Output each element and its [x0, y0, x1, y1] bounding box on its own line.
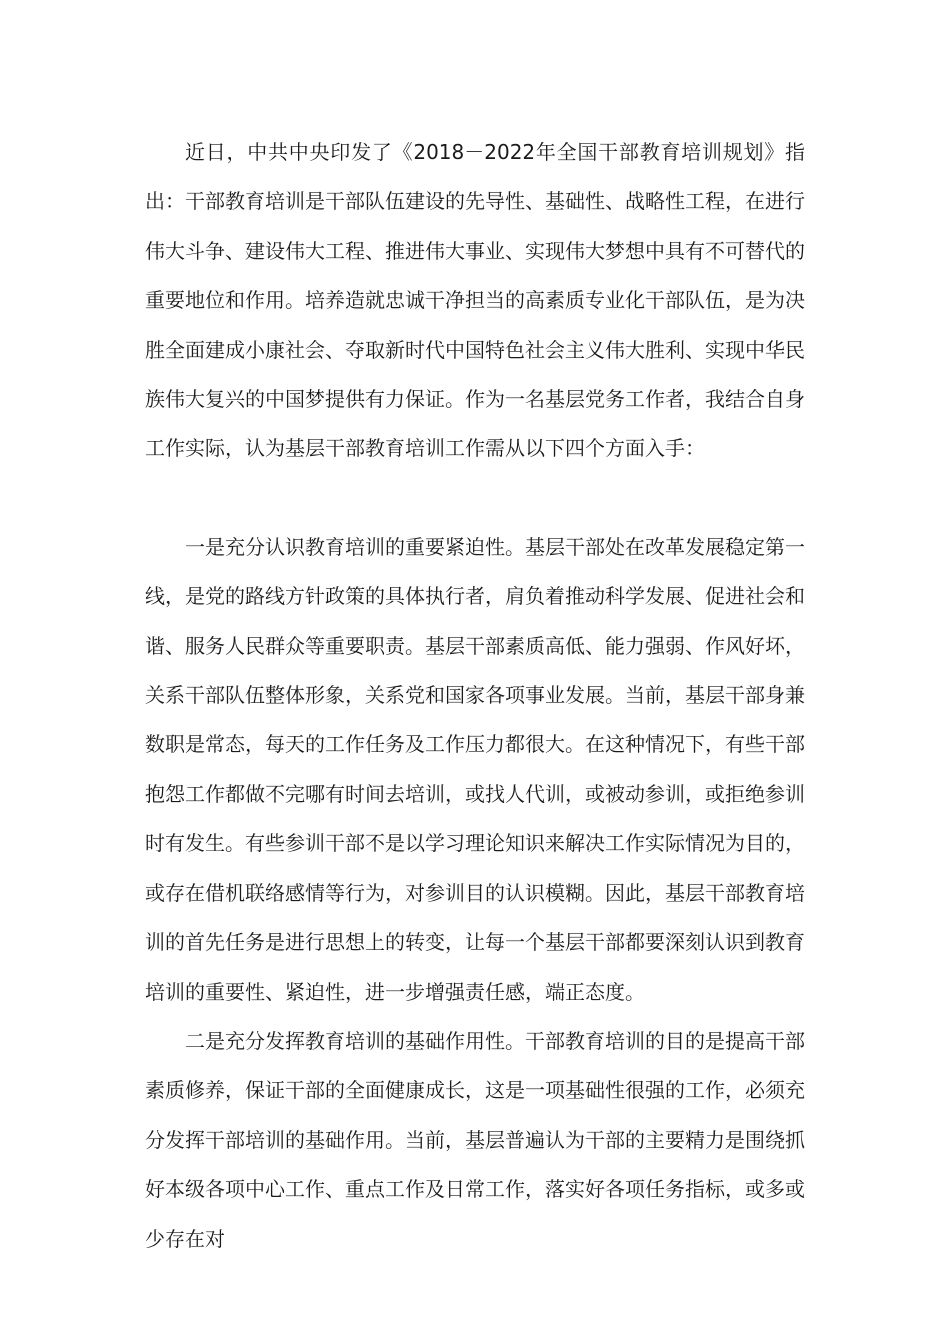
paragraph-point-two: 二是充分发挥教育培训的基础作用性。干部教育培训的目的是提高干部素质修养，保证干部的全面健康成长，这是一项基础性很强的工作，必须充分发挥干部培训的基础作用。当前，基层普遍认为干部的主要精力是围绕抓好本级各项中心工作、重点工作及日常工作，落实好各项任务指标，或多或少存在对 — [145, 1028, 805, 1251]
document-body — [145, 128, 805, 1264]
paragraph-intro: 近日，中共中央印发了《2018－2022年全国干部教育培训规划》指出：干部教育培训是干部队伍建设的先导性、基础性、战略性工程，在进行伟大斗争、建设伟大工程、推进伟大事业、实现伟大梦想中具有不可替代的重要地位和作用。培养造就忠诚干净担当的高素质专业化干部队伍，是为决胜全面建成小康社会、夺取新时代中国特色社会主义伟大胜利、实现中华民族伟大复兴的中国梦提供有力保证。作为一名基层党务工作者，我结合自身工作实际，认为基层干部教育培训工作需从以下四个方面入手： — [145, 140, 805, 461]
paragraph-point-one: 一是充分认识教育培训的重要紧迫性。基层干部处在改革发展稳定第一线，是党的路线方针政策的具体执行者，肩负着推动科学发展、促进社会和谐、服务人民群众等重要职责。基层干部素质高低、能力强弱、作风好坏，关系干部队伍整体形象，关系党和国家各项事业发展。当前，基层干部身兼数职是常态，每天的工作任务及工作压力都很大。在这种情况下，有些干部抱怨工作都做不完哪有时间去培训，或找人代训，或被动参训，或拒绝参训时有发生。有些参训干部不是以学习理论知识来解决工作实际情况为目的，或存在借机联络感情等行为，对参训目的认识模糊。因此，基层干部教育培训的首先任务是进行思想上的转变，让每一个基层干部都要深刻认识到教育培训的重要性、紧迫性，进一步增强责任感，端正态度。 — [145, 534, 805, 1004]
